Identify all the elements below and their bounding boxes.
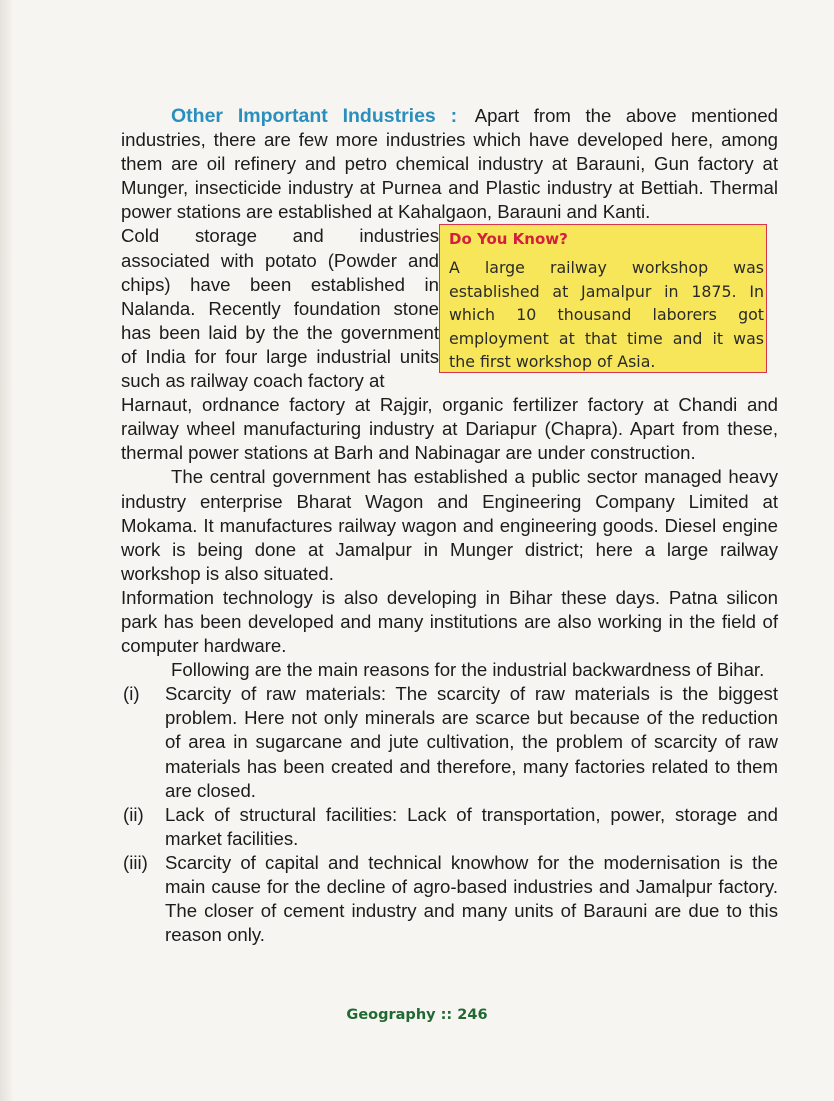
page-edge-shadow [0, 0, 14, 1101]
callout-body: A large railway workshop was established at Jamalpur in 1875. In which 10 thousand laborers got employment at that time and it was the first workshop of Asia. [449, 258, 764, 372]
paragraph-intro [121, 104, 778, 224]
paragraph-reasons-intro: Following are the main reasons for the industrial backwardness of Bihar. [171, 659, 765, 681]
list-text: Scarcity of raw materials: The scarcity of raw materials is the biggest problem. Here not only minerals are scarce but because of the reduction of area in sugarcane and jute cultivation, the problem of scarcity of raw materials has been created and therefore, many factories related to them are closed. [165, 683, 778, 801]
list-text: Scarcity of capital and technical knowhow for the modernisation is the main cause for the decline of agro-based industries and Jamalpur factory. The closer of cement industry and many units of Barauni are due to this reason only. [165, 851, 778, 946]
page-footer: Geography :: 246 [346, 1007, 488, 1023]
callout-wrap [121, 224, 778, 393]
page-content [121, 104, 778, 947]
list-item [121, 803, 778, 851]
do-you-know-box [439, 224, 767, 373]
list-number: (ii) [123, 803, 144, 825]
paragraph-continued: Harnaut, ordnance factory at Rajgir, organic fertilizer factory at Chandi and railway wheel manufacturing industry at Dariapur (Chapra). Apart from these, thermal power stations at Barh and Nabinagar are under construction. [121, 394, 778, 464]
list-item [121, 682, 778, 802]
intro-text: Apart from the above mentioned industries, there are few more industries which have developed here, among them are oil refinery and petro chemical industry at Barauni, Gun factory at Munger, insecticide industry at Purnea and Plastic industry at Bettiah. Thermal power stations are established at Kahalgaon, Barauni and Kanti. [121, 105, 778, 223]
list-number: (iii) [123, 851, 148, 873]
list-number: (i) [123, 683, 140, 705]
section-heading: Other Important Industries : [171, 105, 458, 127]
list-item [121, 851, 778, 947]
reasons-list [121, 682, 778, 947]
paragraph-bharat-wagon: The central government has established a public sector managed heavy industry enterprise Bharat Wagon and Engineering Company Limited at Mokama. It manufactures railway wagon and engineering goods. Diesel engine work is being done at Jamalpur in Munger district; here a large railway workshop is also situated. [121, 466, 778, 584]
paragraph-left-column: Cold storage and industries associated with potato (Powder and chips) have been established in Nalanda. Recently foundation stone has been laid by the the government of India for four large industrial units such as railway coach factory at [121, 225, 439, 392]
callout-title: Do You Know? [449, 230, 568, 249]
paragraph-it: Information technology is also developing in Bihar these days. Patna silicon park has been developed and many institutions are also working in the field of computer hardware. [121, 586, 778, 657]
list-text: Lack of structural facilities: Lack of transportation, power, storage and market facilities. [165, 803, 778, 849]
